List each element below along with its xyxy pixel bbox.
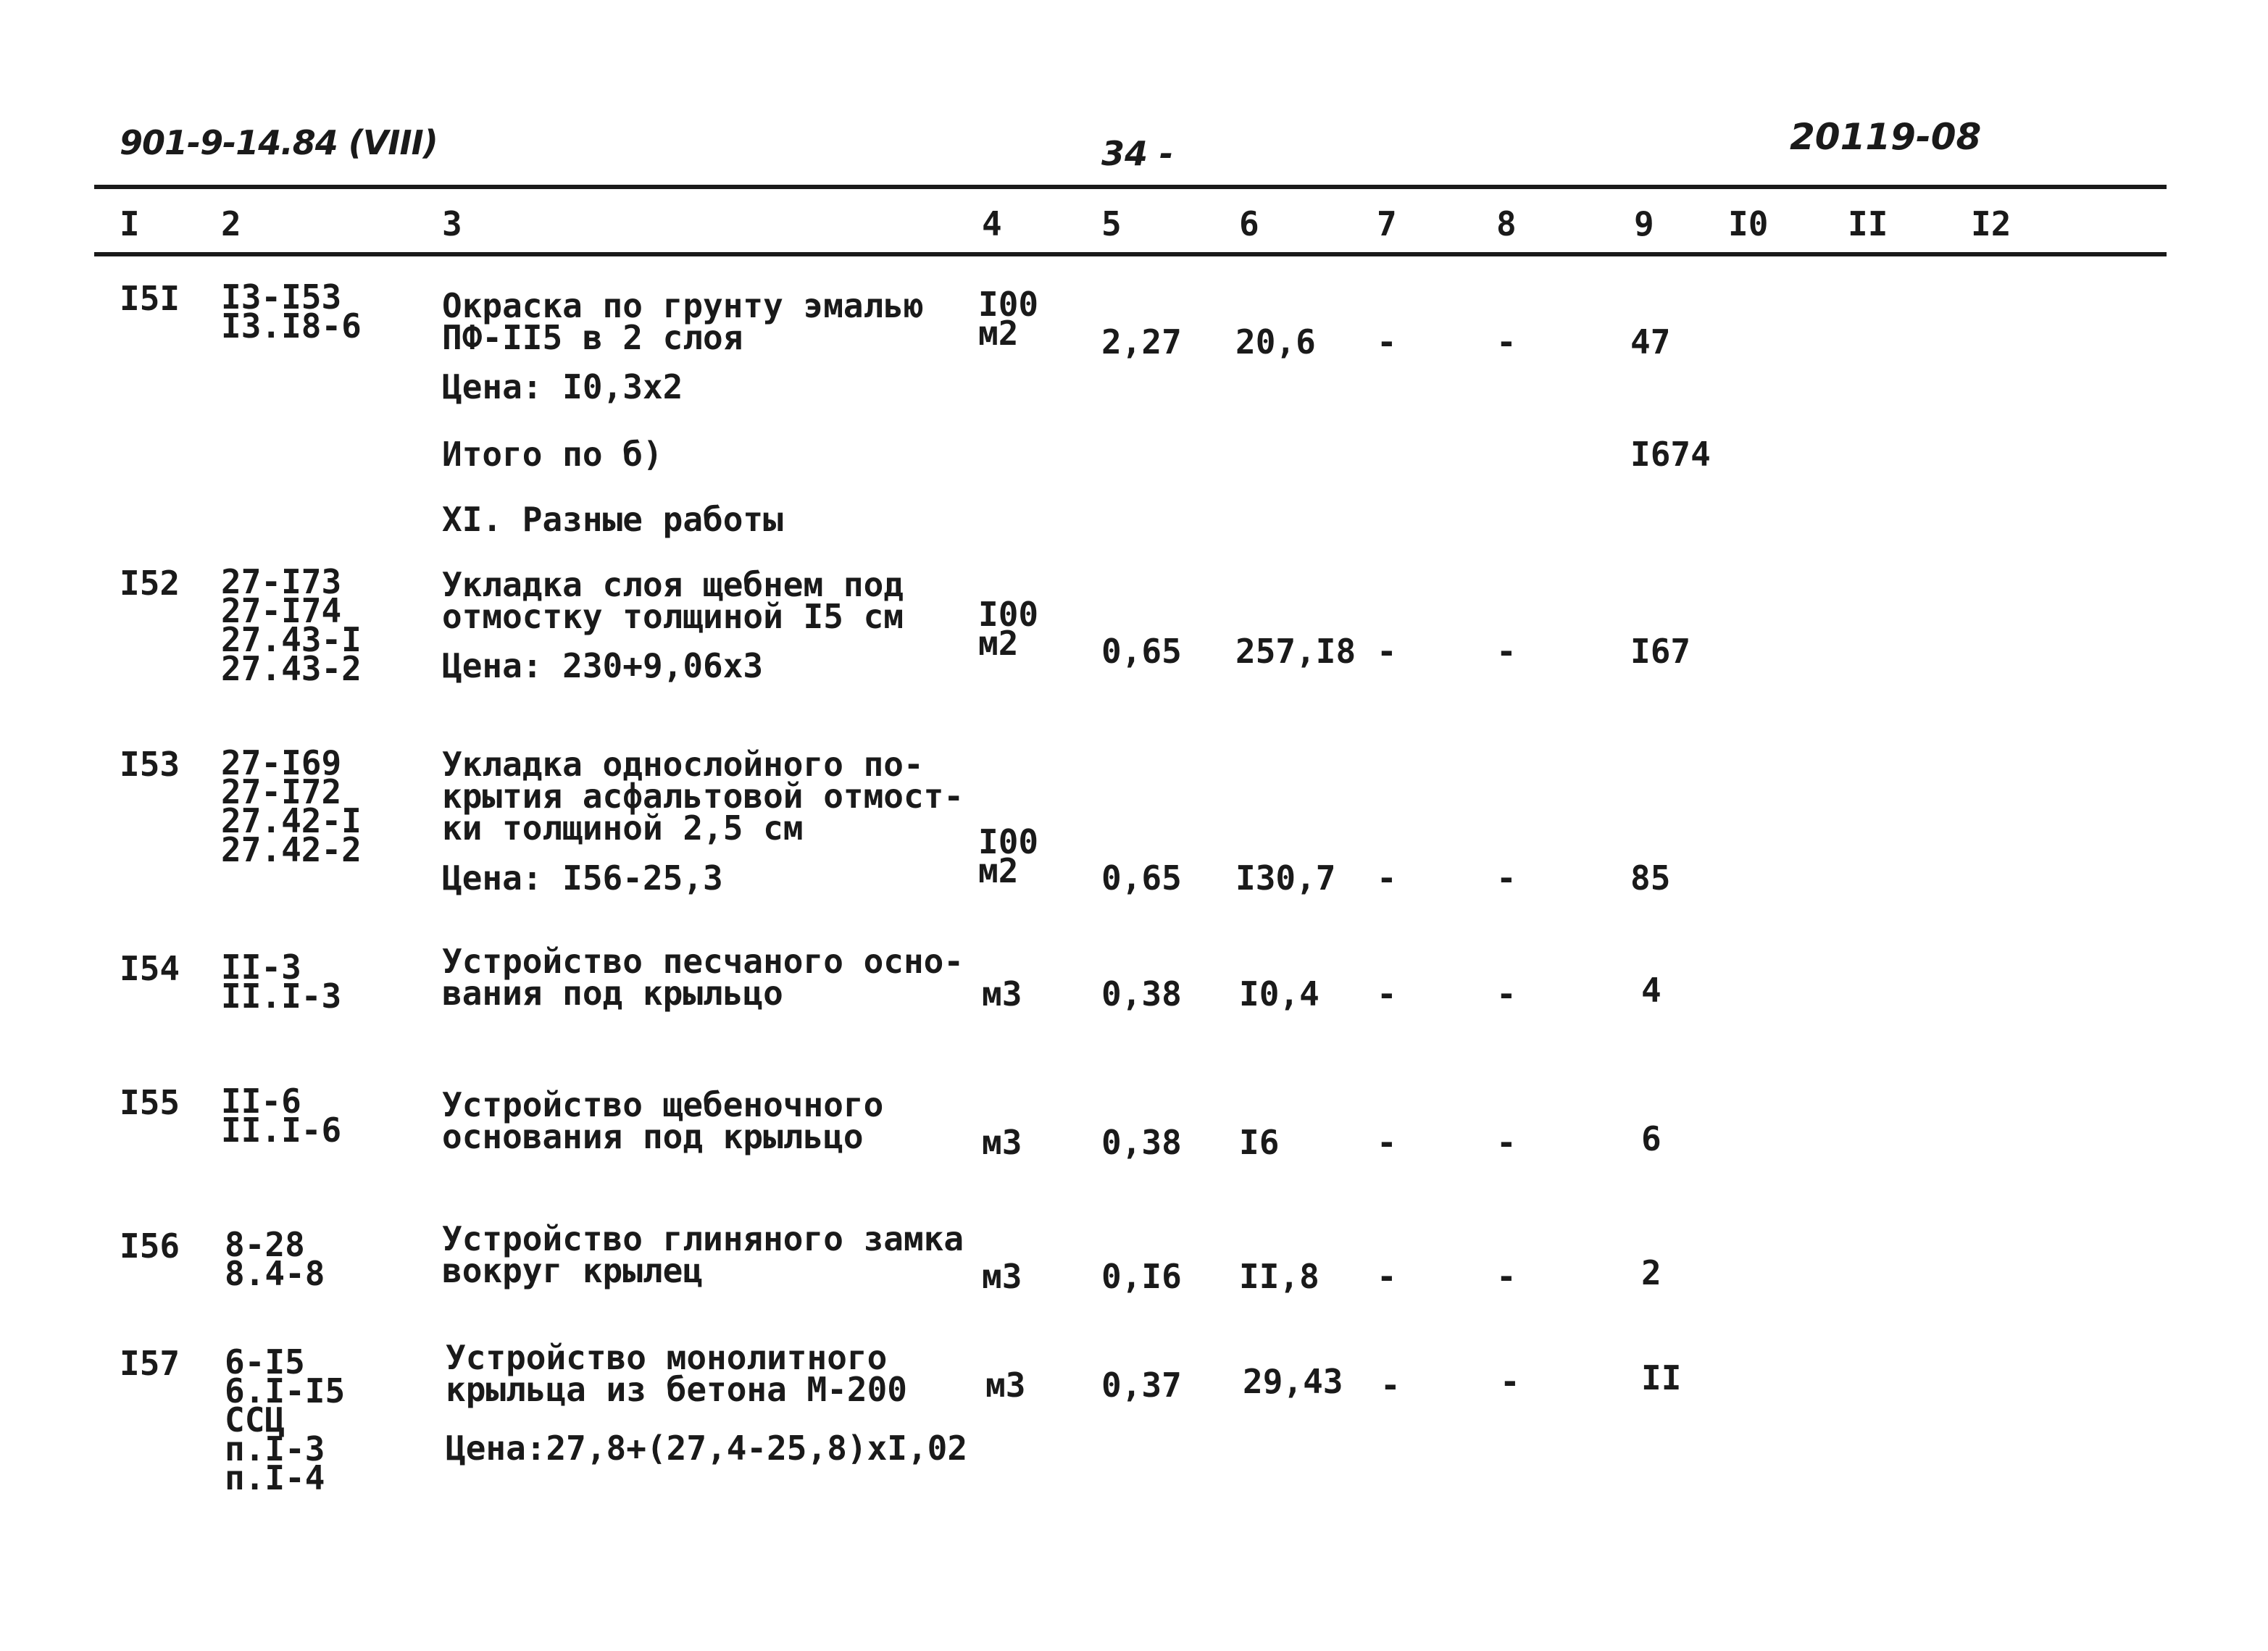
quantity: 2,27: [1101, 322, 1182, 361]
column-7-value: -: [1377, 858, 1397, 898]
work-description: Укладка однослойного по- крытия асфальтовой отмост- ки толщиной 2,5 см: [442, 745, 964, 848]
unit-cost: 20,6: [1235, 322, 1316, 361]
column-8-value: -: [1496, 858, 1517, 898]
row-number: I54: [120, 949, 180, 988]
quantity: 0,37: [1101, 1366, 1182, 1405]
total-cost: 6: [1641, 1119, 1662, 1158]
norm-reference: II-6 II.I-6: [221, 1082, 342, 1150]
column-header-7: 7: [1377, 204, 1397, 243]
quantity: 0,38: [1101, 974, 1182, 1013]
subtotal-value: I674: [1630, 435, 1711, 474]
page-number: 34 -: [1101, 134, 1174, 173]
norm-reference: I3-I53 I3.I8-6: [221, 277, 362, 346]
unit-of-measure: м3: [982, 1257, 1022, 1296]
quantity: 0,65: [1101, 858, 1182, 898]
quantity: 0,65: [1101, 632, 1182, 671]
column-header-10: I0: [1728, 204, 1769, 243]
inventory-number: 20119-08: [1790, 116, 1982, 158]
column-header-6: 6: [1239, 204, 1259, 243]
work-description: Окраска по грунту эмалью ПФ-II5 в 2 слоя: [442, 286, 924, 357]
column-8-value: -: [1496, 632, 1517, 671]
column-7-value: -: [1377, 632, 1397, 671]
norm-reference: 6-I5 6.I-I5 ССЦ п.I-3 п.I-4: [225, 1342, 346, 1497]
norm-reference: 27-I73 27-I74 27.43-I 27.43-2: [221, 562, 362, 688]
row-number: I53: [120, 745, 180, 784]
column-header-1: I: [120, 204, 140, 243]
unit-price-formula: Цена:27,8+(27,4-25,8)xI,02: [446, 1429, 968, 1468]
column-7-value: -: [1377, 974, 1397, 1013]
column-7-value: -: [1377, 1257, 1397, 1296]
column-header-12: I2: [1971, 204, 2011, 243]
row-number: I57: [120, 1344, 180, 1383]
unit-of-measure: I00 м2: [978, 822, 1039, 890]
document-code: 901-9-14.84 (VIII): [120, 123, 438, 162]
unit-cost: I6: [1239, 1123, 1280, 1162]
section-title: XI. Разные работы: [442, 500, 783, 539]
column-8-value: -: [1496, 1123, 1517, 1162]
row-number: I5I: [120, 279, 180, 318]
column-header-9: 9: [1634, 204, 1654, 243]
quantity: 0,38: [1101, 1123, 1182, 1162]
column-7-value: -: [1377, 322, 1397, 361]
row-number: I56: [120, 1226, 180, 1266]
column-7-value: -: [1377, 1123, 1397, 1162]
unit-price-formula: Цена: 230+9,06x3: [442, 646, 764, 685]
column-8-value: -: [1496, 322, 1517, 361]
column-8-value: -: [1496, 1257, 1517, 1296]
row-number: I52: [120, 564, 180, 603]
unit-of-measure: м3: [985, 1366, 1026, 1405]
norm-reference: 8-28 8.4-8: [225, 1225, 325, 1293]
column-8-value: -: [1500, 1362, 1520, 1401]
column-header-5: 5: [1101, 204, 1122, 243]
unit-price-formula: Цена: I56-25,3: [442, 858, 723, 898]
norm-reference: II-3 II.I-3: [221, 948, 342, 1016]
norm-reference: 27-I69 27-I72 27.42-I 27.42-2: [221, 743, 362, 869]
total-cost: 4: [1641, 971, 1662, 1010]
total-cost: II: [1641, 1358, 1682, 1397]
header-rule-top: [94, 185, 2167, 189]
unit-of-measure: м3: [982, 974, 1022, 1013]
total-cost: 2: [1641, 1253, 1662, 1292]
row-number: I55: [120, 1083, 180, 1122]
unit-cost: I0,4: [1239, 974, 1319, 1013]
work-description: Устройство монолитного крыльца из бетона М-200: [446, 1338, 907, 1409]
unit-of-measure: м3: [982, 1123, 1022, 1162]
work-description: Устройство глиняного замка вокруг крылец: [442, 1219, 964, 1290]
column-header-11: II: [1848, 204, 1888, 243]
column-header-3: 3: [442, 204, 462, 243]
total-cost: 85: [1630, 858, 1671, 898]
column-8-value: -: [1496, 974, 1517, 1013]
column-header-4: 4: [982, 204, 1002, 243]
unit-cost: I30,7: [1235, 858, 1336, 898]
work-description: Укладка слоя щебнем под отмостку толщиной I5 см: [442, 565, 904, 636]
column-7-value: -: [1380, 1366, 1401, 1405]
unit-cost: 29,43: [1243, 1362, 1343, 1401]
work-description: Устройство песчаного осно- вания под крыльцо: [442, 942, 964, 1013]
subtotal-label: Итого по б): [442, 435, 663, 474]
quantity: 0,I6: [1101, 1257, 1182, 1296]
total-cost: I67: [1630, 632, 1691, 671]
unit-price-formula: Цена: I0,3x2: [442, 367, 683, 406]
unit-of-measure: I00 м2: [978, 285, 1039, 353]
unit-cost: II,8: [1239, 1257, 1319, 1296]
column-header-2: 2: [221, 204, 241, 243]
work-description: Устройство щебеночного основания под крыльцо: [442, 1085, 884, 1156]
header-rule-bottom: [94, 252, 2167, 256]
total-cost: 47: [1630, 322, 1671, 361]
unit-of-measure: I00 м2: [978, 595, 1039, 663]
column-header-8: 8: [1496, 204, 1517, 243]
unit-cost: 257,I8: [1235, 632, 1356, 671]
